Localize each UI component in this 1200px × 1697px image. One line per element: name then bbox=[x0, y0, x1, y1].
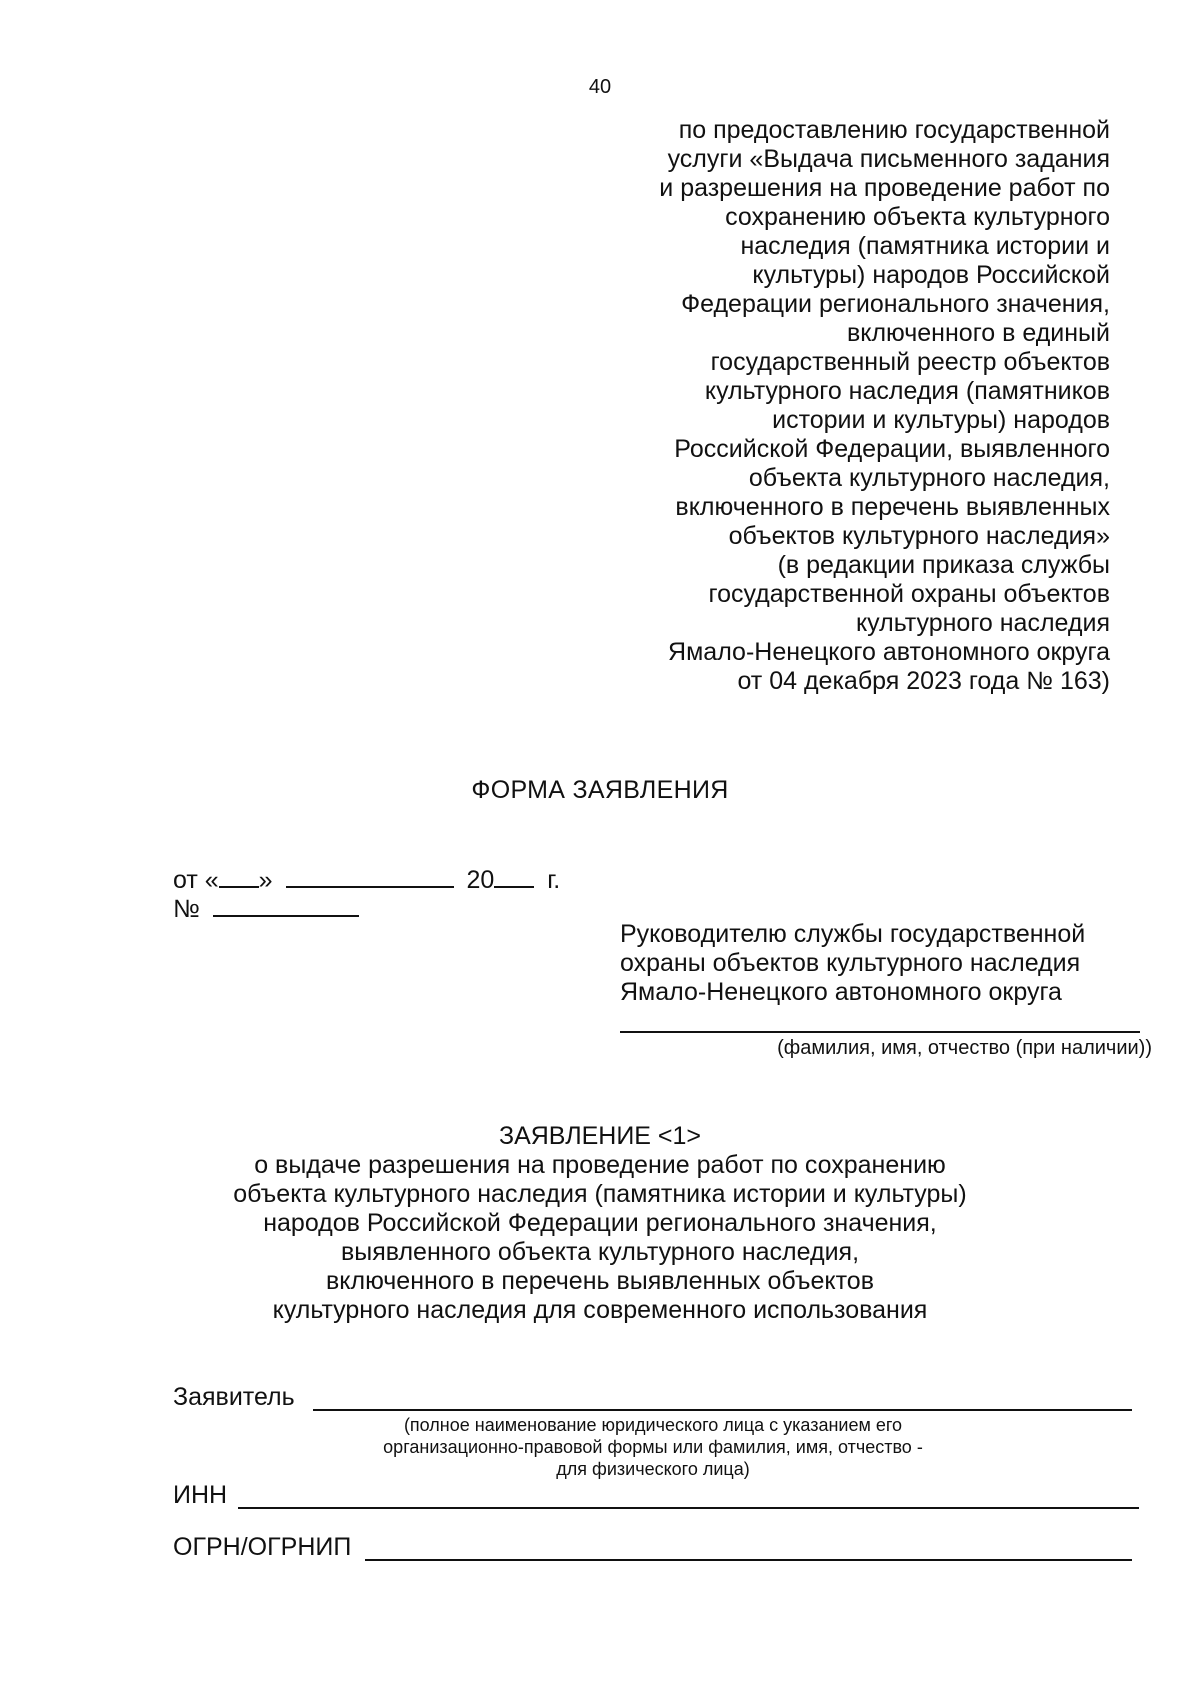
header-line: (в редакции приказа службы bbox=[777, 551, 1110, 579]
page-number: 40 bbox=[588, 76, 612, 98]
ogrn-label: ОГРН/ОГРНИП bbox=[173, 1533, 352, 1561]
inn-blank[interactable] bbox=[238, 1507, 1139, 1509]
statement-line: народов Российской Федерации регионального значения, bbox=[263, 1209, 937, 1237]
header-line: и разрешения на проведение работ по bbox=[659, 174, 1110, 202]
addressee-name-caption: (фамилия, имя, отчество (при наличии)) bbox=[777, 1037, 1152, 1059]
header-line: объектов культурного наследия» bbox=[728, 522, 1110, 550]
header-line: от 04 декабря 2023 года № 163) bbox=[737, 667, 1110, 695]
number-label: № bbox=[173, 895, 200, 923]
header-line: Федерации регионального значения, bbox=[681, 290, 1110, 318]
addressee-line: Руководителю службы государственной bbox=[620, 920, 1086, 948]
header-line: включенного в перечень выявленных bbox=[675, 493, 1110, 521]
year-blank[interactable] bbox=[494, 862, 534, 888]
header-line: культуры) народов Российской bbox=[752, 261, 1110, 289]
header-line: культурного наследия (памятников bbox=[704, 377, 1110, 405]
date-century: 20 bbox=[466, 866, 495, 894]
addressee-line: охраны объектов культурного наследия bbox=[620, 949, 1081, 977]
header-line: Ямало-Ненецкого автономного округа bbox=[668, 638, 1110, 666]
statement-line: объекта культурного наследия (памятника истории и культуры) bbox=[233, 1180, 967, 1208]
statement-line: выявленного объекта культурного наследия, bbox=[340, 1238, 860, 1266]
statement-line: о выдаче разрешения на проведение работ по сохранению bbox=[254, 1151, 946, 1179]
header-line: сохранению объекта культурного bbox=[725, 203, 1110, 231]
header-line: по предоставлению государственной bbox=[678, 116, 1110, 144]
date-prefix: от « bbox=[173, 866, 219, 894]
header-line: государственной охраны объектов bbox=[708, 580, 1110, 608]
number-field bbox=[173, 891, 359, 924]
header-line: объекта культурного наследия, bbox=[748, 464, 1110, 492]
inn-label: ИНН bbox=[173, 1481, 228, 1509]
statement-title bbox=[0, 1122, 1200, 1325]
applicant-caption-line: организационно-правовой формы или фамилия, имя, отчество - bbox=[383, 1437, 923, 1457]
month-blank[interactable] bbox=[286, 862, 454, 888]
header-line: услуги «Выдача письменного задания bbox=[667, 145, 1110, 173]
applicant-caption-line: (полное наименование юридического лица с указанием его bbox=[403, 1415, 903, 1435]
applicant-caption-line: для физического лица) bbox=[556, 1459, 750, 1479]
date-suffix: г. bbox=[547, 866, 561, 894]
header-line: наследия (памятника истории и bbox=[740, 232, 1110, 260]
header-line: культурного наследия bbox=[855, 609, 1110, 637]
approval-header bbox=[590, 116, 1110, 696]
ogrn-blank[interactable] bbox=[365, 1559, 1132, 1561]
applicant-caption bbox=[53, 1414, 1200, 1480]
date-close-quote: » bbox=[258, 866, 273, 894]
statement-line: включенного в перечень выявленных объектов bbox=[325, 1267, 874, 1295]
header-line: Российской Федерации, выявленного bbox=[674, 435, 1110, 463]
addressee-line: Ямало-Ненецкого автономного округа bbox=[620, 978, 1062, 1006]
addressee-name-blank[interactable] bbox=[620, 1031, 1140, 1033]
applicant-blank[interactable] bbox=[313, 1409, 1132, 1411]
number-blank[interactable] bbox=[213, 891, 359, 917]
header-line: государственный реестр объектов bbox=[710, 348, 1110, 376]
header-line: истории и культуры) народов bbox=[772, 406, 1110, 434]
form-title: ФОРМА ЗАЯВЛЕНИЯ bbox=[471, 776, 729, 804]
statement-line: культурного наследия для современного использования bbox=[272, 1296, 928, 1324]
header-line: включенного в единый bbox=[846, 319, 1110, 347]
day-blank[interactable] bbox=[219, 862, 259, 888]
addressee-block bbox=[620, 920, 1085, 1007]
applicant-label: Заявитель bbox=[173, 1383, 295, 1411]
statement-line: ЗАЯВЛЕНИЕ <1> bbox=[498, 1122, 702, 1150]
